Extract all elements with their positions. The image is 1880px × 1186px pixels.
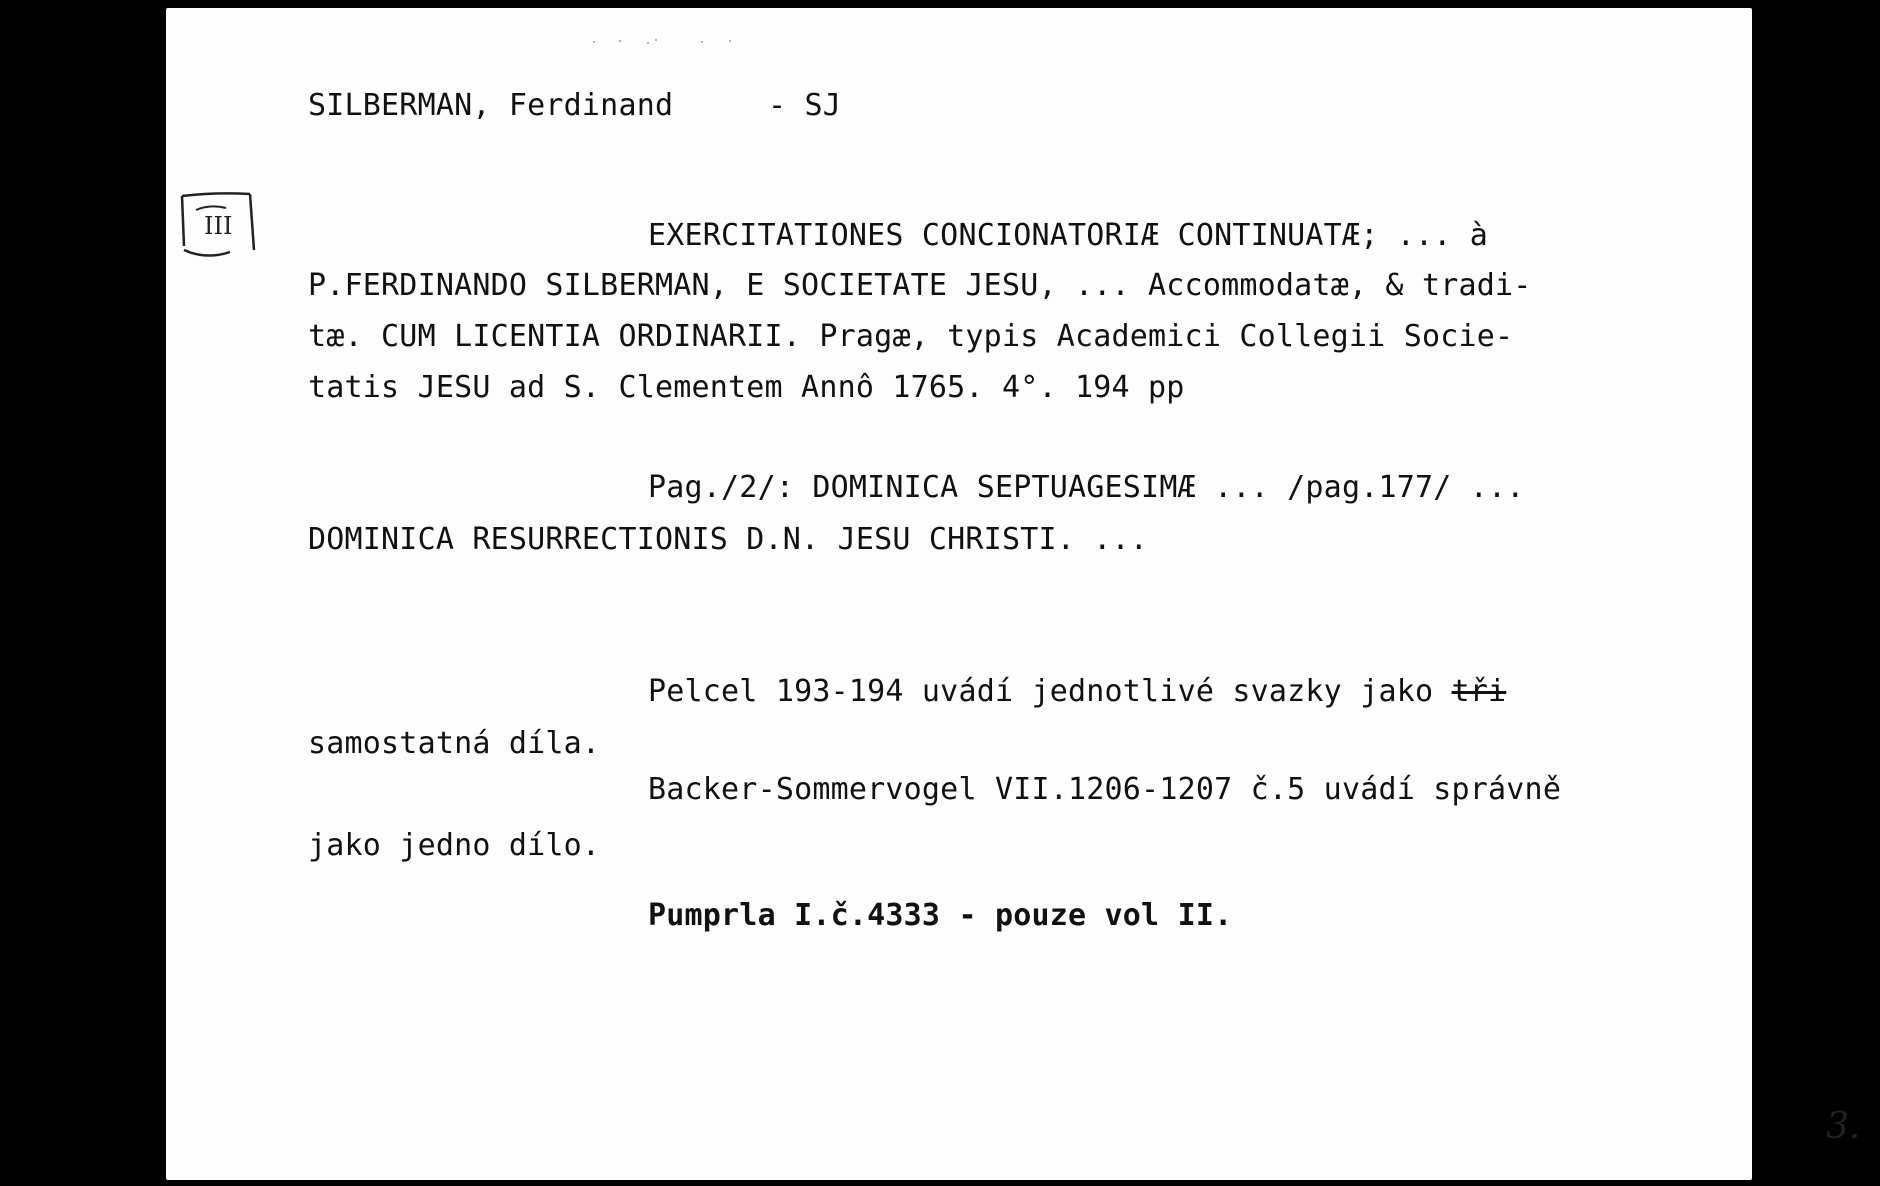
note-pelcel-line-1 <box>648 674 1506 709</box>
note-backer-line-1: Backer-Sommervogel VII.1206-1207 č.5 uvádí správně <box>648 772 1562 807</box>
scan-specks <box>590 36 750 48</box>
note-backer-line-2: jako jedno dílo. <box>308 828 601 863</box>
handwritten-boxed-roman-numeral-icon <box>176 190 256 260</box>
title-line-1: EXERCITATIONES CONCIONATORIÆ CONTINUATÆ; ... à <box>648 218 1489 253</box>
title-line-4: tatis JESU ad S. Clementem Annô 1765. 4°. 194 pp <box>308 370 1185 405</box>
content-line-1: Pag./2/: DOMINICA SEPTUAGESIMÆ ... /pag.177/ ... <box>648 470 1525 505</box>
title-line-2: P.FERDINANDO SILBERMAN, E SOCIETATE JESU, ... Accommodatæ, & tradi- <box>308 268 1532 303</box>
note-pelcel-text: Pelcel 193-194 uvádí jednotlivé svazky jako <box>648 674 1452 709</box>
religious-order-label: - SJ <box>768 88 842 123</box>
note-pelcel-line-2: samostatná díla. <box>308 726 601 761</box>
struck-word: tři <box>1451 674 1507 709</box>
page-number: 3. <box>1826 1106 1861 1147</box>
handwritten-numeral: III <box>204 212 233 240</box>
content-line-2: DOMINICA RESURRECTIONIS D.N. JESU CHRISTI. ... <box>308 522 1149 557</box>
author-heading: SILBERMAN, Ferdinand <box>308 88 674 123</box>
catalog-card <box>166 8 1861 1180</box>
title-line-3: tæ. CUM LICENTIA ORDINARII. Pragæ, typis Academici Collegii Socie- <box>308 319 1514 354</box>
note-pumprla: Pumprla I.č.4333 - pouze vol II. <box>648 898 1233 933</box>
